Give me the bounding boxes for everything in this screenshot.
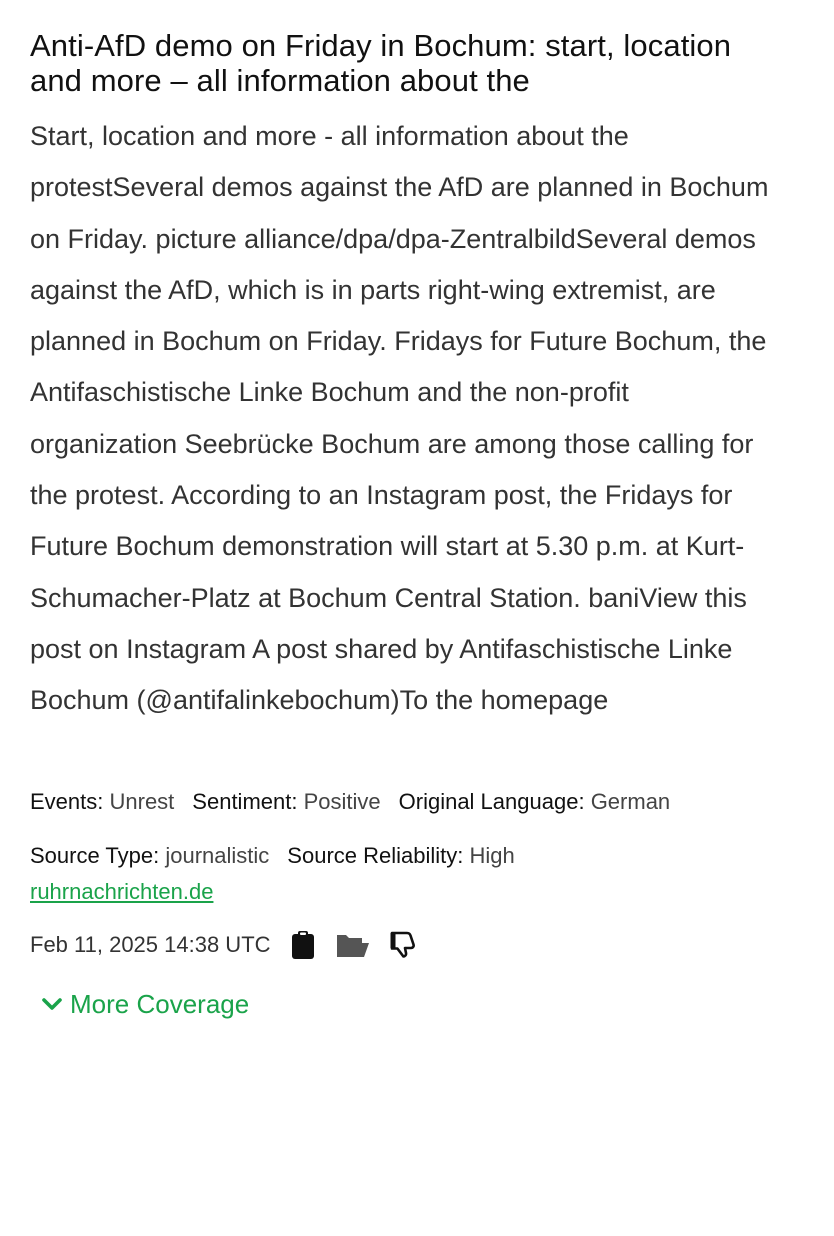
thumbs-down-icon[interactable] [385,927,421,963]
chevron-down-icon [40,992,64,1016]
source-type-label: Source Type: [30,842,160,868]
meta-row-classification [30,789,804,815]
source-type-field [30,843,269,869]
events-label: Events: [30,788,104,814]
reliability-field [287,843,514,869]
more-coverage-button[interactable] [40,989,804,1020]
source-type-value: journalistic [165,842,270,868]
reliability-label: Source Reliability: [287,842,464,868]
folder-open-icon[interactable] [335,927,371,963]
language-field [399,789,671,815]
article-title[interactable]: Anti-AfD demo on Friday in Bochum: start, location and more – all information about the [30,28,732,98]
clipboard-icon[interactable] [285,927,321,963]
more-coverage-label: More Coverage [70,988,250,1019]
sentiment-label: Sentiment: [192,788,298,814]
meta-row-source [30,843,804,869]
sentiment-value: Positive [303,788,381,814]
timestamp: Feb 11, 2025 14:38 UTC [30,931,271,957]
footer-actions [30,927,804,963]
source-link[interactable]: ruhrnachrichten.de [30,878,214,904]
events-field [30,789,174,815]
language-label: Original Language: [398,788,585,814]
sentiment-field [192,789,380,815]
events-value: Unrest [109,788,175,814]
article-body: Start, location and more - all information about the protestSeveral demos against the AfD are planned in Bochum on Friday. picture alliance/dpa/dpa-ZentralbildSeveral demos against the AfD, which is in parts right-wing extremist, are planned in Bochum on Friday. Fridays for Future Bochum, the Antifaschistische Linke Bochum and the non-profit organization Seebrücke Bochum are among those calling for the protest. According to an Instagram post, the Fridays for Future Bochum demonstration will start at 5.30 p.m. at Kurt-Schumacher-Platz at Bochum Central Station. baniView this post on Instagram A post shared by Antifaschistische Linke Bochum (@antifalinkebochum)To the homepage [30,121,769,716]
reliability-value: High [469,842,515,868]
article-meta [30,789,804,905]
language-value: German [590,788,671,814]
